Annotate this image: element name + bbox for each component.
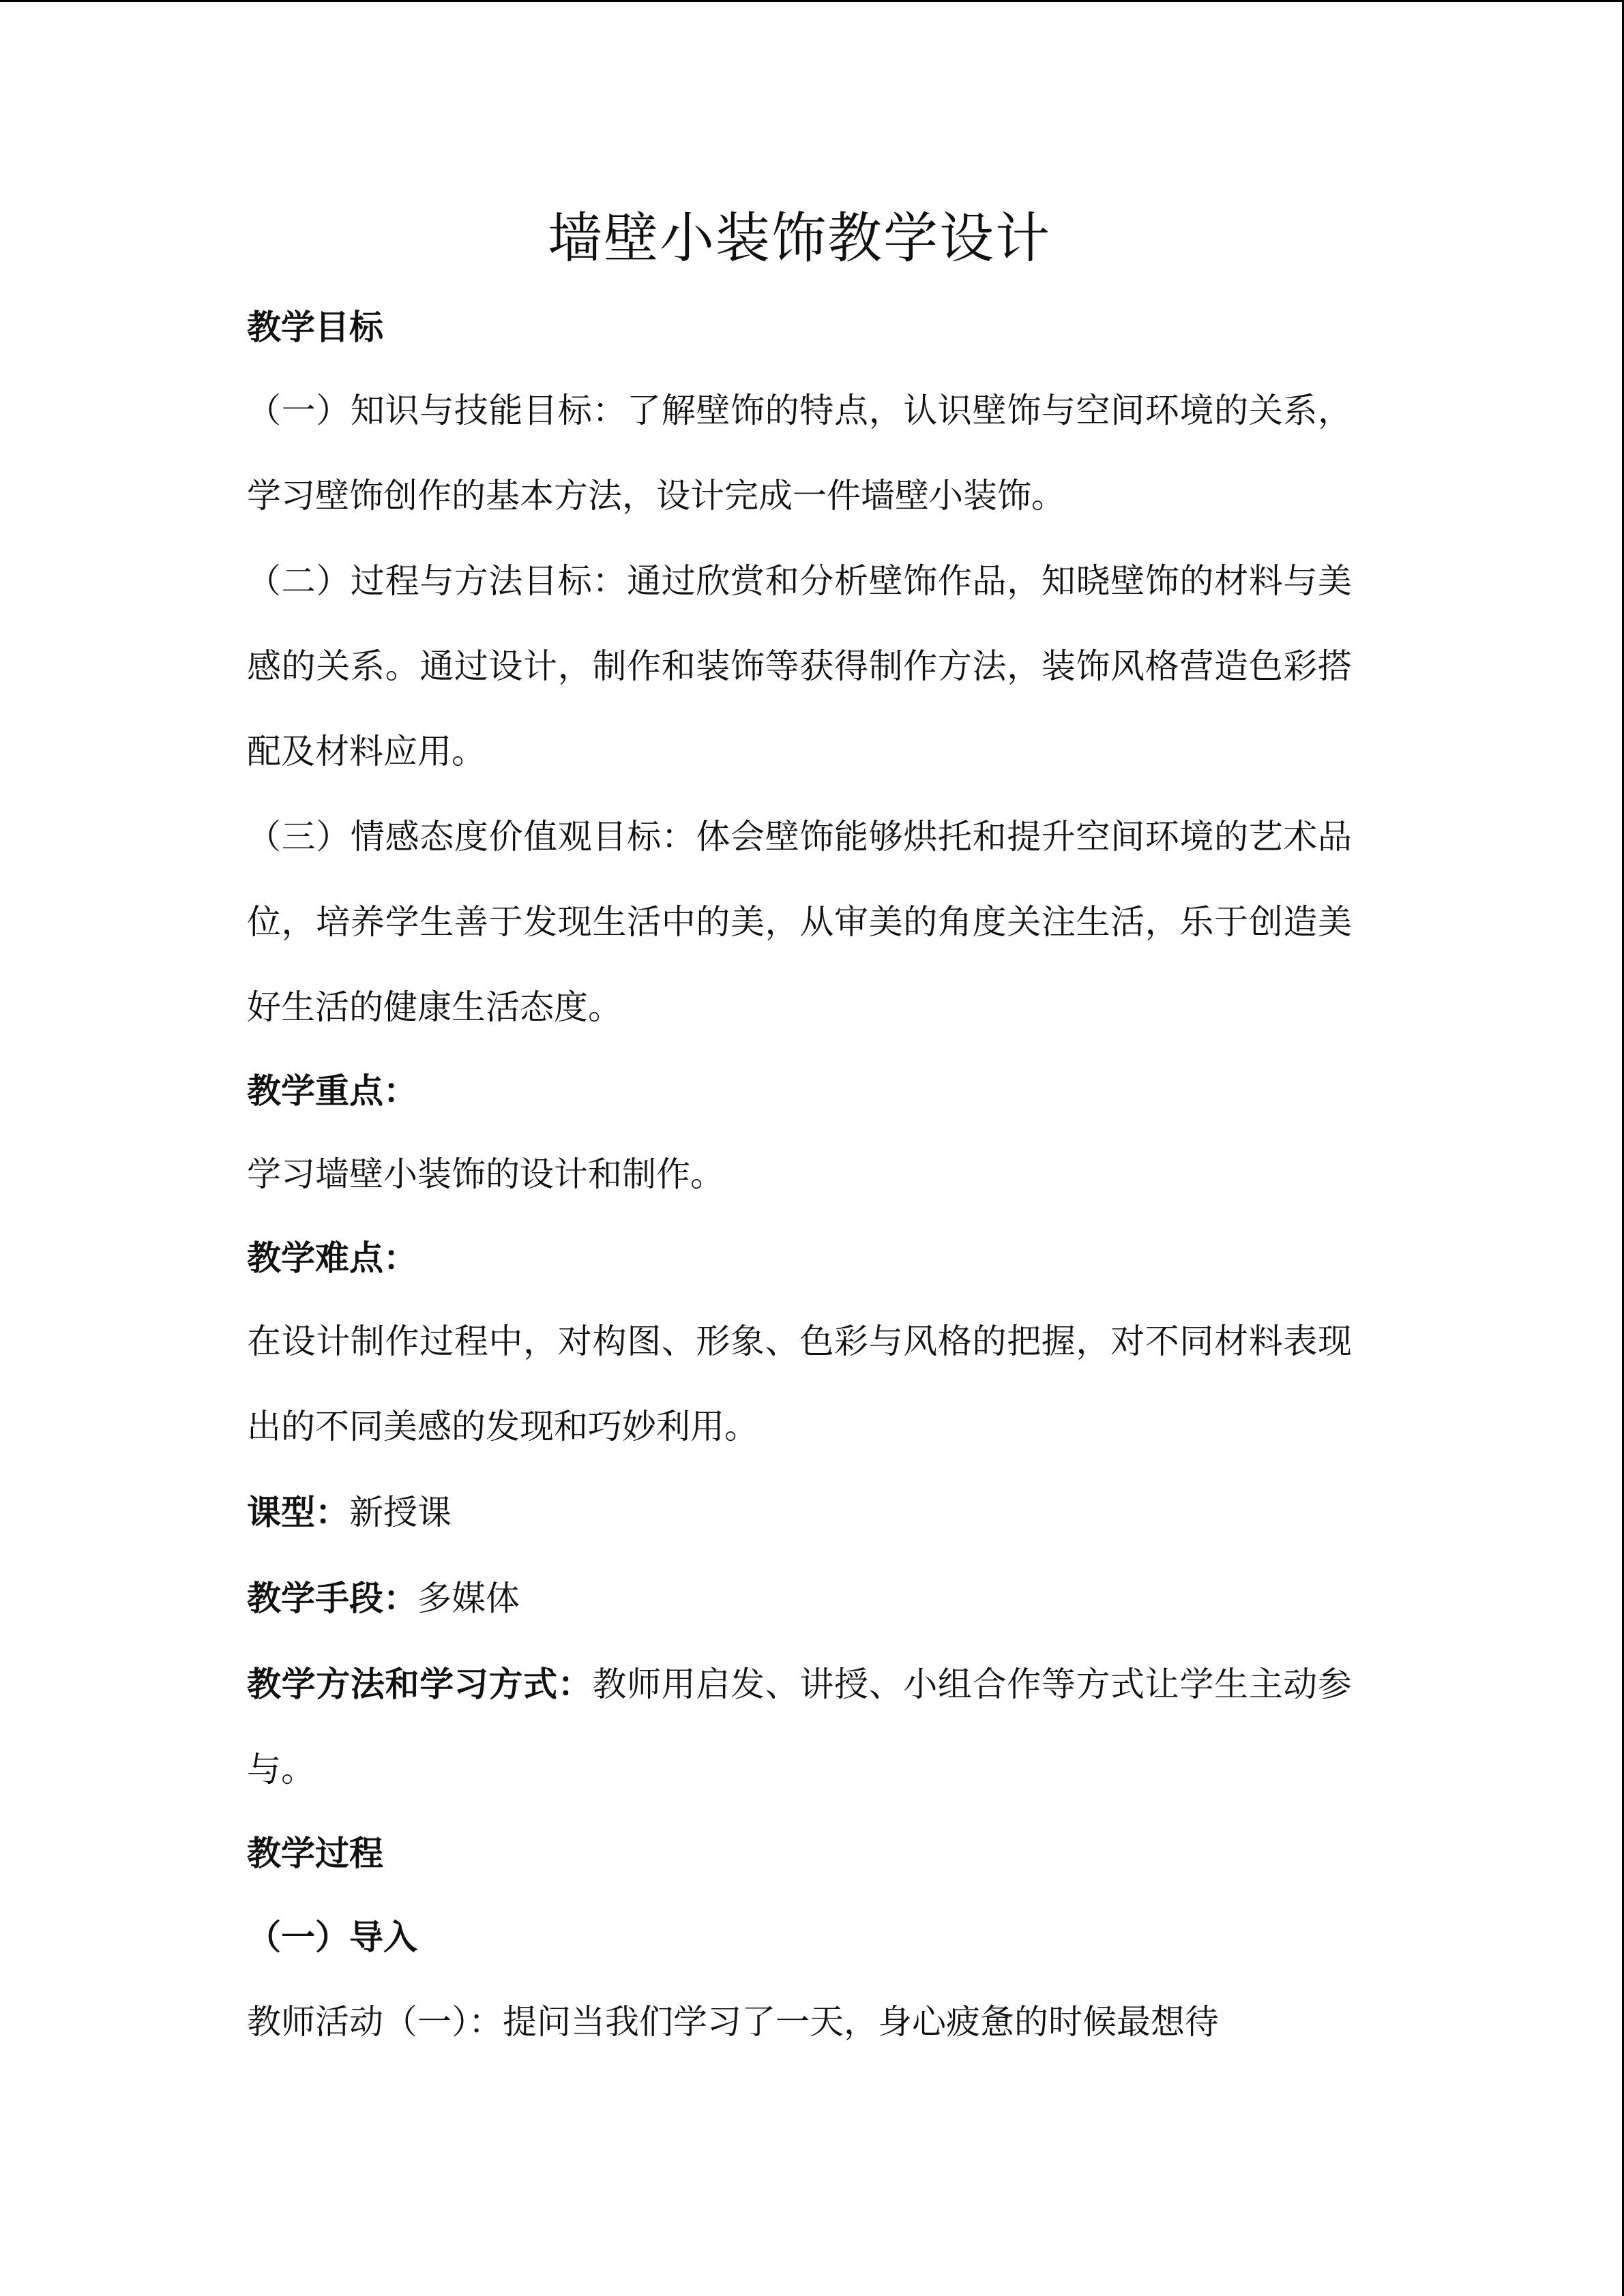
- objective-2: （二）过程与方法目标：通过欣赏和分析壁饰作品，知晓壁饰的材料与美感的关系。通过设计，制作和装饰等获得制作方法，装饰风格营造色彩搭配及材料应用。: [247, 561, 1352, 771]
- methods-value: 教师用启发、讲授、小组合作等方式让学生主动参与。: [247, 1665, 1353, 1789]
- objective-3: （三）情感态度价值观目标：体会壁饰能够烘托和提升空间环境的艺术品位，培养学生善于发现生活中的美，从审美的角度关注生活，乐于创造美好生活的健康生活态度。: [247, 817, 1352, 1027]
- methods-line: [247, 1641, 1352, 1813]
- means-label: 教学手段：: [247, 1578, 417, 1618]
- difficulty-heading: 教学难点：: [247, 1238, 417, 1278]
- teacher-activity-text: 教师活动（一）：提问当我们学习了一天，身心疲惫的时候最想待: [247, 2002, 1219, 2042]
- lesson-type-label: 课型：: [247, 1492, 349, 1532]
- intro-heading: （一）导入: [247, 1917, 417, 1957]
- means-value: 多媒体: [417, 1579, 520, 1618]
- means-line: [247, 1555, 1352, 1641]
- objectives-heading: 教学目标: [247, 307, 383, 347]
- document-title: 墙壁小装饰教学设计: [548, 207, 1051, 270]
- page-top-border: [0, 0, 1624, 2]
- difficulty-text: 在设计制作过程中，对构图、形象、色彩与风格的把握，对不同材料表现出的不同美感的发现和巧妙利用。: [247, 1322, 1352, 1446]
- lesson-type-line: [247, 1470, 1352, 1555]
- objective-1: （一）知识与技能目标：了解壁饰的特点，认识壁饰与空间环境的关系，学习壁饰创作的基本方法，设计完成一件墙壁小装饰。: [247, 391, 1352, 516]
- methods-label: 教学方法和学习方式：: [247, 1664, 593, 1704]
- document-body: [247, 198, 1352, 2065]
- key-point-heading: 教学重点：: [247, 1071, 417, 1111]
- lesson-type-value: 新授课: [349, 1493, 452, 1532]
- process-heading: 教学过程: [247, 1833, 383, 1873]
- key-point-text: 学习墙壁小装饰的设计和制作。: [247, 1154, 724, 1194]
